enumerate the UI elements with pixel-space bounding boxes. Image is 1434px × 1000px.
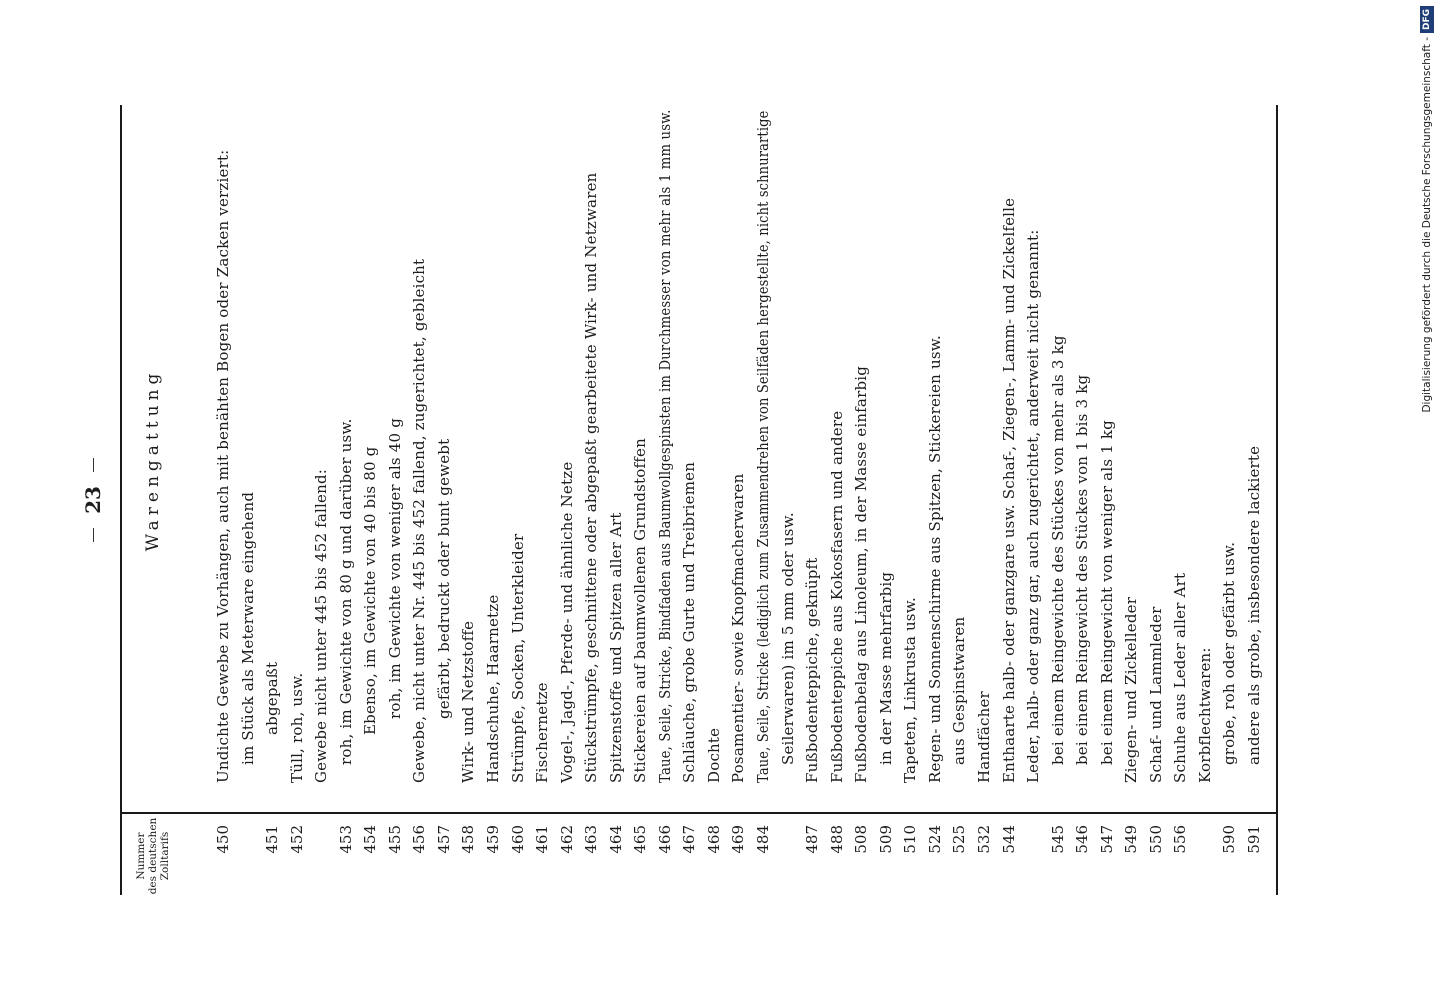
goods-description: Enthaarte halb- oder ganzgare usw. Schaf-, Ziegen-, Lamm- und Zickelfelle — [999, 197, 1018, 783]
tariff-number: 455 — [385, 825, 404, 854]
goods-description: abgepaßt — [263, 661, 282, 735]
goods-description: grobe, roh oder gefärbt usw. — [1220, 541, 1239, 765]
goods-description: bei einem Reingewicht des Stückes von 1 bis 3 kg — [1073, 374, 1092, 765]
tariff-number: 525 — [950, 825, 969, 854]
table-row — [628, 105, 653, 895]
header-number-column — [123, 817, 183, 895]
digitization-credit — [1418, 6, 1434, 413]
tariff-number: 556 — [1171, 825, 1190, 854]
goods-description: Ebenso, im Gewichte von 40 bis 80 g — [361, 446, 380, 735]
goods-description: Schläuche, grobe Gurte und Treibriemen — [680, 461, 699, 783]
table-top-rule — [120, 105, 122, 895]
tariff-number: 459 — [484, 825, 503, 854]
goods-description: bei einem Reingewichte des Stückes von mehr als 3 kg — [1048, 335, 1067, 765]
goods-description: Posamentier- sowie Knopfmacherwaren — [729, 473, 748, 783]
goods-description: Schuhe aus Leder aller Art — [1171, 572, 1190, 783]
goods-description: Taue, Seile, Stricke, Bindfaden aus Baumwollgespinsten im Durchmesser von mehr als 1 mm usw. — [655, 109, 674, 783]
table-row — [653, 105, 678, 895]
table-row — [825, 105, 850, 895]
tariff-number: 510 — [901, 825, 920, 854]
table-row — [702, 105, 727, 895]
table-row — [726, 105, 751, 895]
header-number-line: des deutschen — [147, 817, 159, 895]
header-number-line: Nummer — [135, 832, 147, 880]
tariff-number: 465 — [631, 825, 650, 854]
tariff-number: 484 — [754, 825, 773, 854]
tariff-number: 549 — [1122, 825, 1141, 854]
tariff-number: 545 — [1048, 825, 1067, 854]
tariff-number: 463 — [582, 825, 601, 854]
table-row — [456, 105, 481, 895]
dash-left — [93, 528, 94, 542]
table-row — [1095, 105, 1120, 895]
table-row — [579, 105, 604, 895]
tariff-number: 458 — [459, 825, 478, 854]
table-row — [432, 105, 457, 895]
dfg-logo: DFG — [1420, 6, 1434, 33]
header-number-line: Zolltarifs — [159, 831, 171, 881]
tariff-number: 466 — [655, 825, 674, 854]
goods-description: Strümpfe, Socken, Unterkleider — [508, 533, 527, 783]
goods-description: Wirk- und Netzstoffe — [459, 620, 478, 783]
goods-description: roh, im Gewichte von weniger als 40 g — [385, 417, 404, 719]
goods-description: Schaf- und Lammleder — [1146, 606, 1165, 783]
table-row — [211, 105, 236, 895]
goods-description: in der Masse mehrfarbig — [876, 571, 895, 765]
tariff-number: 456 — [410, 825, 429, 854]
table-row — [407, 105, 432, 895]
goods-description: Handfächer — [974, 691, 993, 783]
table-row — [358, 105, 383, 895]
table-row — [334, 105, 359, 895]
tariff-number: 454 — [361, 825, 380, 854]
goods-description: gefärbt, bedruckt oder bunt gewebt — [434, 438, 453, 719]
table-row — [800, 105, 825, 895]
tariff-table-body — [211, 105, 1267, 895]
table-row — [1046, 105, 1071, 895]
tariff-number: 546 — [1073, 825, 1092, 854]
tariff-number: 468 — [704, 825, 723, 854]
page-number-text: 23 — [81, 486, 105, 514]
goods-description: Leder, halb- oder ganz gar, auch zugerichtet, anderweit nicht genannt: — [1024, 229, 1043, 783]
tariff-number — [1193, 825, 1218, 895]
goods-description: Gewebe nicht unter 445 bis 452 fallend: — [312, 468, 331, 783]
goods-description: Fußbodenteppiche aus Kokosfasern und andere — [827, 410, 846, 783]
table-row — [898, 105, 923, 895]
tariff-number: 544 — [999, 825, 1018, 854]
tariff-number: 461 — [533, 825, 552, 854]
table-row — [285, 105, 310, 895]
table-row — [236, 105, 261, 895]
tariff-number: 453 — [336, 825, 355, 854]
goods-description: Tüll, roh, usw. — [287, 672, 306, 783]
goods-description: Stückstrümpfe, geschnittene oder abgepaßt gearbeitete Wirk- und Netzwaren — [582, 172, 601, 783]
goods-description: Gewebe, nicht unter Nr. 445 bis 452 fallend, zugerichtet, gebleicht — [410, 258, 429, 783]
goods-description: Seilerwaren) im 5 mm oder usw. — [778, 512, 797, 765]
table-row — [776, 105, 801, 895]
goods-description: Regen- und Sonnenschirme aus Spitzen, Stickereien usw. — [925, 335, 944, 783]
table-row — [383, 105, 408, 895]
goods-description: Spitzenstoffe und Spitzen aller Art — [606, 512, 625, 783]
table-row — [555, 105, 580, 895]
goods-description: bei einem Reingewicht von weniger als 1 kg — [1097, 420, 1116, 765]
tariff-number — [236, 825, 261, 895]
tariff-number: 462 — [557, 825, 576, 854]
tariff-number: 450 — [214, 825, 232, 854]
tariff-number: 451 — [263, 825, 282, 854]
dash-right — [93, 458, 94, 472]
table-row — [1168, 105, 1193, 895]
table-row — [1144, 105, 1169, 895]
tariff-number: 508 — [852, 825, 871, 854]
tariff-number: 460 — [508, 825, 527, 854]
table-row — [972, 105, 997, 895]
tariff-number — [309, 825, 334, 895]
table-row — [677, 105, 702, 895]
goods-description: Korbflechtwaren: — [1195, 647, 1214, 783]
header-title: Warengattung — [142, 368, 163, 552]
tariff-number: 591 — [1244, 825, 1263, 854]
tariff-number: 524 — [925, 825, 944, 854]
table-row — [923, 105, 948, 895]
goods-description: Fischernetze — [533, 682, 552, 783]
goods-description: Taue, Seile, Stricke (lediglich zum Zusammendrehen von Seilfäden hergestellte, nicht schnurartige — [754, 110, 773, 783]
table-row — [260, 105, 285, 895]
table-bottom-rule — [1276, 105, 1278, 895]
tariff-number: 550 — [1146, 825, 1165, 854]
goods-description: aus Gespinstwaren — [950, 616, 969, 765]
table-row — [1242, 105, 1267, 895]
credit-text: Digitalisierung gefördert durch die Deutsche Forschungsgemeinschaft - — [1421, 37, 1433, 413]
tariff-number: 547 — [1097, 825, 1116, 854]
goods-description: Dochte — [704, 727, 723, 783]
tariff-number — [776, 825, 801, 895]
goods-description: Fußbodenteppiche, geknüpft — [803, 557, 822, 783]
table-row — [947, 105, 972, 895]
goods-description: Fußbodenbelag aus Linoleum, in der Masse einfarbig — [852, 365, 871, 783]
table-row — [1217, 105, 1242, 895]
tariff-number — [1021, 825, 1046, 895]
table-row — [1119, 105, 1144, 895]
tariff-number: 467 — [680, 825, 699, 854]
goods-description: im Stück als Meterware eingehend — [238, 491, 257, 765]
page-number — [78, 0, 108, 1000]
tariff-number: 532 — [974, 825, 993, 854]
goods-description: Tapeten, Linkrusta usw. — [901, 597, 920, 783]
goods-description: roh, im Gewichte von 80 g und darüber usw. — [336, 418, 355, 765]
tariff-number: 469 — [729, 825, 748, 854]
tariff-number: 452 — [287, 825, 306, 854]
tariff-number: 509 — [876, 825, 895, 854]
table-row — [604, 105, 629, 895]
goods-description: Handschuhe, Haarnetze — [484, 594, 503, 783]
table-row — [997, 105, 1022, 895]
table-row — [506, 105, 531, 895]
tariff-number: 464 — [606, 825, 625, 854]
tariff-number: 487 — [803, 825, 822, 854]
table-row — [1070, 105, 1095, 895]
table-row — [849, 105, 874, 895]
goods-description: Undichte Gewebe zu Vorhängen, auch mit benähten Bogen oder Zacken verziert: — [214, 149, 232, 783]
goods-description: andere als grobe, insbesondere lackierte — [1244, 445, 1263, 765]
tariff-number: 488 — [827, 825, 846, 854]
tariff-number: 457 — [434, 825, 453, 854]
table-row — [1193, 105, 1218, 895]
goods-description: Vogel-, Jagd-, Pferde- und ähnliche Netze — [557, 461, 576, 783]
table-row — [1021, 105, 1046, 895]
table-row — [530, 105, 555, 895]
table-row — [309, 105, 334, 895]
goods-description: Stickereien auf baumwollenen Grundstoffen — [631, 438, 650, 783]
table-row — [874, 105, 899, 895]
table-row — [481, 105, 506, 895]
tariff-number: 590 — [1220, 825, 1239, 854]
goods-description: Ziegen- und Zickelleder — [1122, 596, 1141, 783]
table-row — [751, 105, 776, 895]
